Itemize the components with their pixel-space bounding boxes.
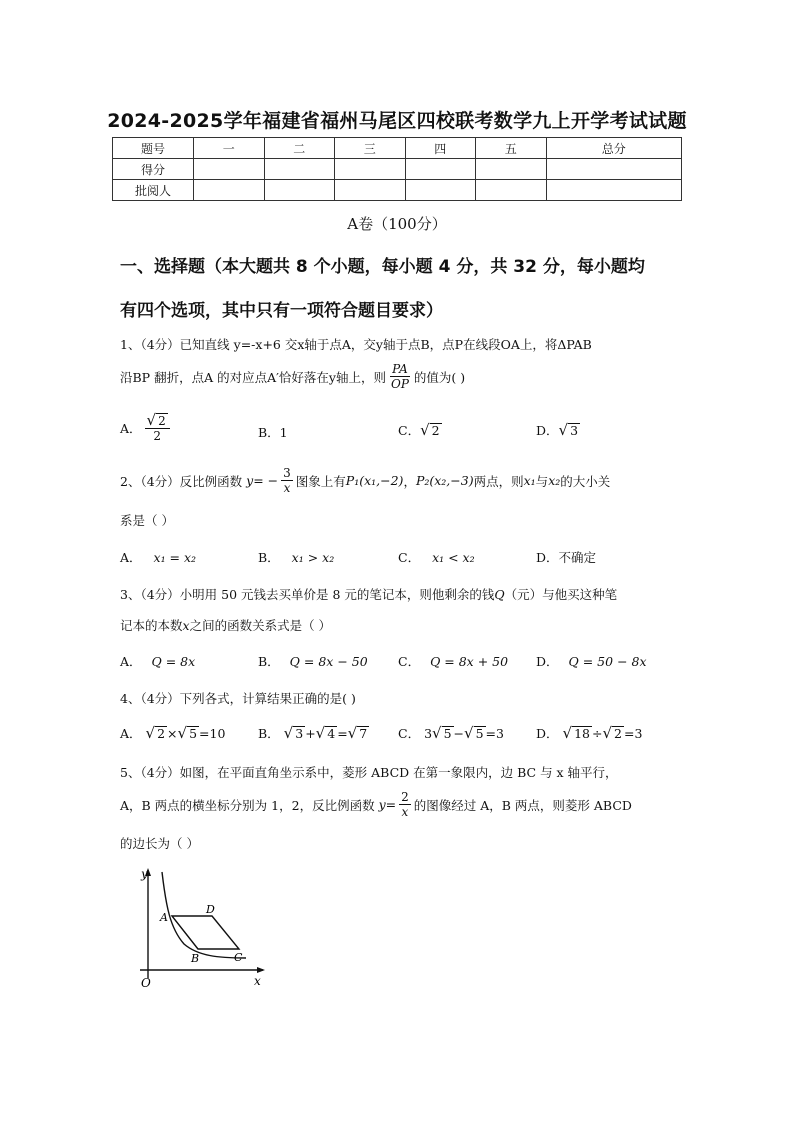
q1-option-a [120, 413, 173, 443]
sqrt [146, 726, 168, 741]
q1-option-c [398, 421, 442, 439]
sqrt-symbol-icon: √ [347, 724, 358, 742]
score-cell [194, 159, 265, 180]
hyperbola-curve [162, 872, 246, 958]
q4-option-b [258, 724, 369, 742]
option-label: C． [398, 726, 421, 741]
q2-text-part: 与 [535, 473, 549, 489]
section-heading-line: 一、选择题（本大题共 8 个小题，每小题 4 分，共 32 分，每小题均 [120, 257, 645, 277]
q5-fraction [399, 790, 411, 819]
radicand: 2 [431, 423, 440, 438]
fraction-numerator: 3 [283, 466, 291, 480]
sqrt [316, 726, 338, 741]
q3-text-part: （元）与他买这种笔 [504, 587, 618, 602]
volume-heading: A卷（100分） [347, 215, 447, 233]
point-b-label: B [191, 952, 200, 965]
radicand: 2 [614, 726, 622, 741]
q2-option-a [120, 548, 196, 566]
grader-row [113, 180, 682, 201]
sqrt [348, 726, 370, 741]
option-value: x₁ = x₂ [153, 550, 197, 565]
q4-option-d [536, 724, 642, 742]
header-cell: 二 [264, 138, 335, 159]
sqrt-symbol-icon: √ [562, 724, 573, 742]
sqrt [284, 726, 306, 741]
option-label: A． [120, 654, 142, 669]
radicand: 5 [189, 726, 198, 741]
option-label: C． [398, 654, 421, 669]
fraction-numerator: 2 [401, 790, 409, 804]
score-cell [405, 159, 476, 180]
q1-option-b: B．1 [258, 425, 288, 440]
sqrt-symbol-icon: √ [177, 724, 188, 742]
rhombus-figure [128, 866, 278, 996]
sqrt [563, 726, 592, 741]
score-cell [264, 159, 335, 180]
operator: = [337, 726, 348, 741]
q1-fraction [389, 362, 411, 391]
exam-title: 2024-2025学年福建省福州马尾区四校联考数学九上开学考试试题 [107, 110, 687, 132]
sqrt-symbol-icon: √ [315, 724, 326, 742]
q5-text-part: 的图像经过 A，B 两点，则菱形 ABCD [413, 797, 632, 813]
option-label: D． [536, 654, 559, 669]
sqrt [602, 726, 624, 741]
point-d-label: D [206, 903, 215, 916]
operator: × [167, 726, 178, 741]
operator: + [305, 726, 316, 741]
option-value: Q = 8x − 50 [289, 654, 368, 669]
sqrt [559, 423, 581, 438]
section-heading [120, 245, 690, 333]
fraction-numerator: PA [392, 362, 408, 376]
score-table [112, 137, 682, 201]
radicand: 5 [475, 726, 484, 741]
score-cell [405, 180, 476, 201]
row-label: 得分 [113, 159, 194, 180]
result: =3 [623, 726, 643, 741]
q1-text-part: 沿BP 翻折，点A 的对应点A′恰好落在y轴上，则 [120, 369, 386, 385]
q3-option-a [120, 652, 195, 670]
q5-text-part: A，B 两点的横坐标分别为 1，2，反比例函数 [120, 797, 375, 813]
radicand: 3 [570, 423, 579, 438]
score-row [113, 159, 682, 180]
score-cell [335, 159, 406, 180]
q5-eq: = [385, 797, 397, 812]
q4-option-c [398, 724, 504, 742]
operator: − [453, 726, 465, 741]
point-a-label: A [160, 911, 168, 924]
q2-text [120, 466, 610, 495]
point-c-label: C [234, 951, 243, 964]
option-value: Q = 8x [151, 654, 196, 669]
radicand: 4 [327, 726, 336, 741]
radicand: 2 [158, 414, 166, 428]
q3-text-part: 3、（4分）小明用 50 元钱去买单价是 8 元的笔记本，则他剩余的钱 [120, 587, 495, 602]
fraction-numerator [145, 413, 170, 429]
score-cell [194, 180, 265, 201]
option-label: B． [258, 550, 280, 565]
score-table-header-row [113, 138, 682, 159]
q2-option-c [398, 548, 475, 566]
q3-x-var: x [182, 618, 190, 633]
option-label: A． [120, 726, 142, 741]
sqrt [464, 726, 486, 741]
fraction-denominator: OP [391, 377, 409, 391]
q5-text-line2 [120, 790, 632, 819]
fraction-denominator: x [283, 481, 291, 495]
q2-point-2: P₂(x₂,−3) [415, 473, 474, 488]
score-cell [476, 159, 547, 180]
sqrt-symbol-icon: √ [558, 421, 569, 439]
q5-y: y [378, 797, 386, 812]
option-value: x₁ < x₂ [432, 550, 475, 565]
header-cell: 题号 [113, 138, 194, 159]
radicand: 2 [157, 726, 166, 741]
q3-option-b [258, 652, 368, 670]
header-cell: 四 [405, 138, 476, 159]
q2-text-line2: 系是（ ） [120, 513, 174, 528]
option-value: x₁ > x₂ [291, 550, 335, 565]
q2-point-1: P₁(x₁,−2) [345, 473, 404, 488]
q3-text-part: 记本的本数 [120, 618, 183, 633]
sqrt-symbol-icon: √ [420, 421, 430, 439]
option-label: C． [398, 423, 421, 438]
sqrt-symbol-icon: √ [464, 724, 474, 742]
option-label: D． [536, 423, 559, 438]
score-cell [476, 180, 547, 201]
q3-q-var: Q [494, 587, 505, 602]
radicand: 18 [574, 726, 590, 741]
q5-text: 5、（4分）如图，在平面直角坐示系中，菱形 ABCD 在第一象限内，边 BC 与 x 轴平行， [120, 765, 618, 780]
fraction-denominator: x [401, 805, 409, 819]
header-cell: 一 [194, 138, 265, 159]
sqrt [147, 413, 168, 428]
option-label: A． [120, 421, 142, 436]
section-heading-line: 有四个选项，其中只有一项符合题目要求） [120, 301, 443, 321]
x-axis-arrow-icon [257, 967, 265, 973]
q2-option-b [258, 548, 334, 566]
option-label: C． [398, 550, 421, 565]
header-cell: 五 [476, 138, 547, 159]
q3-option-c [398, 652, 508, 670]
sqrt-symbol-icon: √ [602, 724, 613, 742]
q3-text-line2 [120, 616, 331, 634]
radicand: 7 [359, 726, 368, 741]
q3-option-d [536, 652, 647, 670]
q4-text: 4、（4分）下列各式，计算结果正确的是( ) [120, 691, 356, 706]
q2-fraction [281, 466, 293, 495]
q1-text-part: 的值为( ) [413, 369, 466, 385]
q2-x2: x₂ [548, 473, 561, 488]
sqrt [432, 726, 454, 741]
q2-y: y [246, 473, 254, 488]
origin-label: O [141, 976, 151, 990]
q2-eq: = − [253, 473, 279, 488]
score-cell [264, 180, 335, 201]
q5-text-line3: 的边长为（ ） [120, 836, 199, 851]
q4-option-a [120, 724, 225, 742]
option-label: B． [258, 726, 280, 741]
q2-text-part: 的大小关 [560, 473, 611, 489]
q2-text-part: 两点，则 [473, 473, 524, 489]
q3-text [120, 585, 617, 603]
result: =3 [485, 726, 504, 741]
sqrt-symbol-icon: √ [283, 724, 294, 742]
q1-text-line2 [120, 362, 465, 391]
q2-option-d: D．不确定 [536, 550, 597, 565]
sqrt-symbol-icon: √ [145, 724, 156, 742]
header-cell: 总分 [546, 138, 682, 159]
coefficient: 3 [424, 726, 433, 741]
q3-text-part: 之间的函数关系式是（ ） [189, 618, 332, 633]
option-a-fraction [145, 413, 170, 443]
sqrt-symbol-icon: √ [432, 724, 442, 742]
q2-text-part: 2、（4分）反比例函数 [120, 473, 243, 489]
sqrt [420, 423, 442, 438]
fraction-denominator: 2 [153, 429, 161, 443]
score-cell [546, 159, 682, 180]
option-label: A． [120, 550, 142, 565]
y-axis-label: y [141, 867, 148, 881]
row-label: 批阅人 [113, 180, 194, 201]
q2-x1: x₁ [523, 473, 536, 488]
sqrt-symbol-icon: √ [146, 411, 157, 429]
radicand: 5 [443, 726, 452, 741]
radicand: 3 [295, 726, 304, 741]
score-cell [546, 180, 682, 201]
sqrt [178, 726, 200, 741]
result: =10 [199, 726, 226, 741]
option-label: B． [258, 654, 280, 669]
option-label: D． [536, 726, 559, 741]
header-cell: 三 [335, 138, 406, 159]
rhombus-abcd [172, 916, 239, 949]
option-value: Q = 50 − 8x [568, 654, 647, 669]
q2-text-part: ， [403, 473, 416, 489]
score-cell [335, 180, 406, 201]
x-axis-label: x [254, 974, 261, 988]
q1-option-d [536, 421, 580, 439]
q2-text-part: 图象上有 [295, 473, 346, 489]
option-value: Q = 8x + 50 [430, 654, 509, 669]
operator: ÷ [591, 726, 603, 741]
q1-text: 1、（4分）已知直线 y=-x+6 交x轴于点A，交y轴于点B，点P在线段OA上，将ΔPAB [120, 337, 592, 352]
